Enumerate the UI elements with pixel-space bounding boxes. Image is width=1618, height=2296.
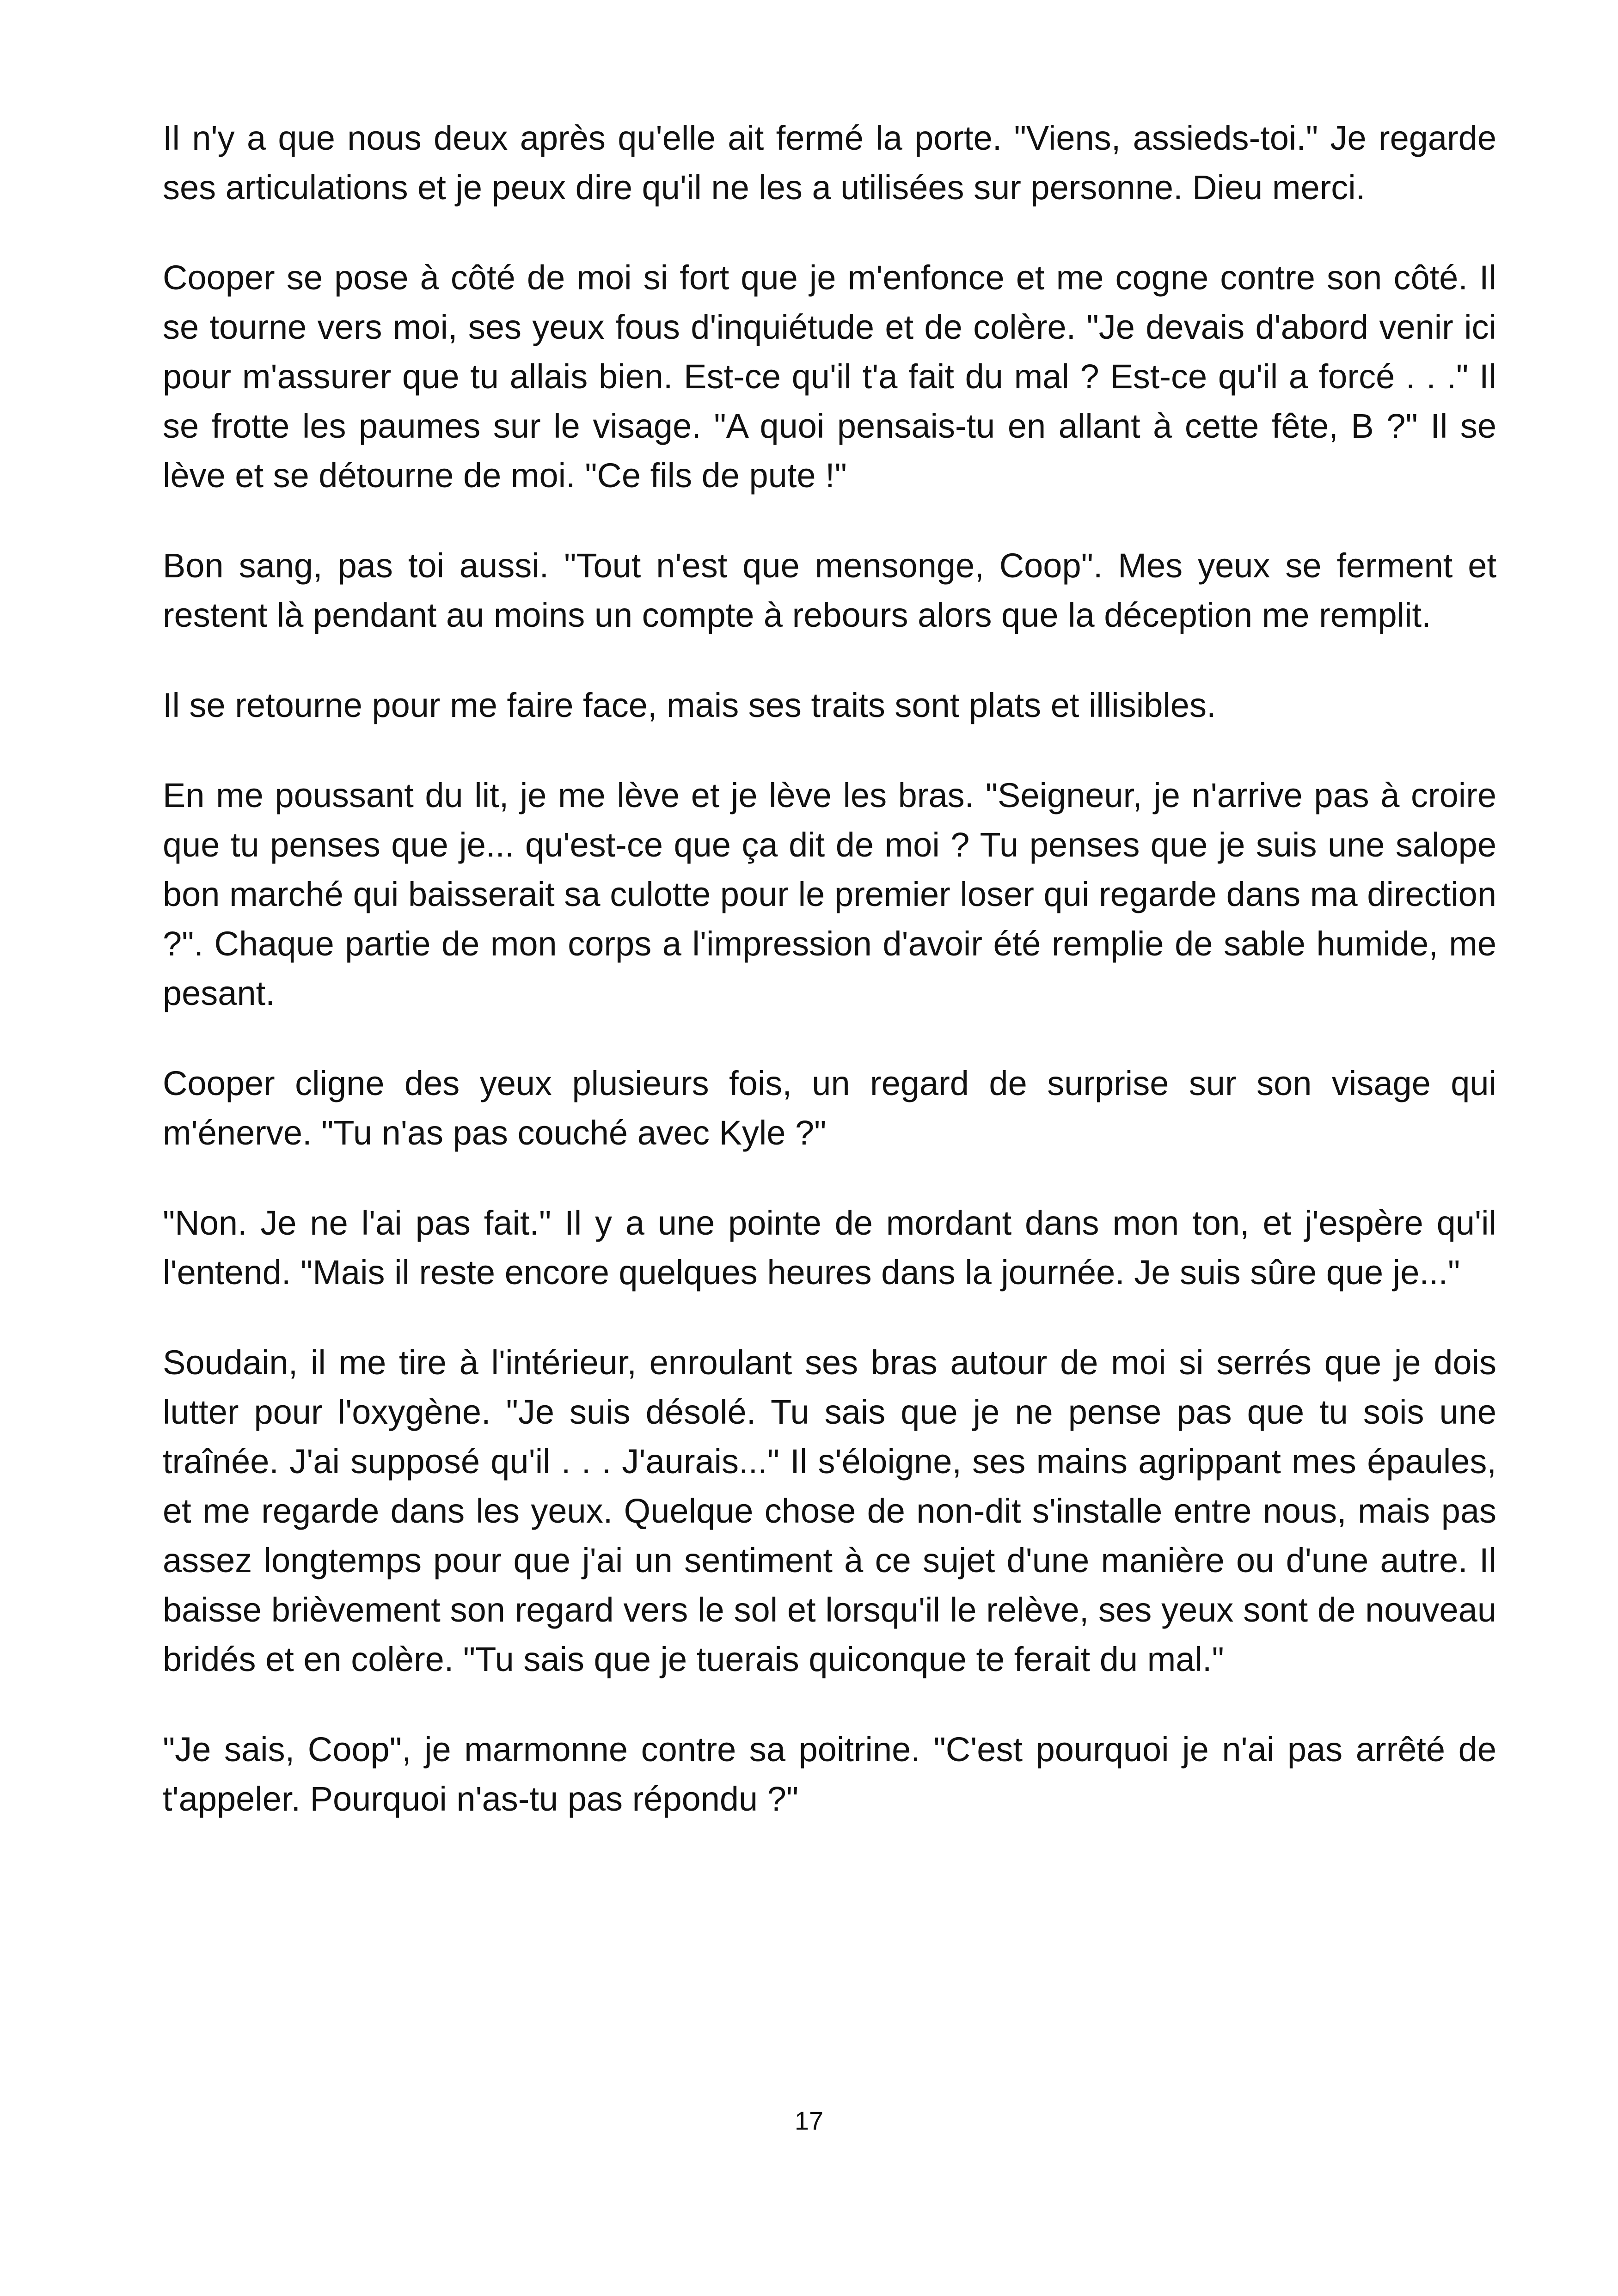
paragraph-7: "Non. Je ne l'ai pas fait." Il y a une pointe de mordant dans mon ton, et j'espère qu'il l'entend. "Mais il reste encore quelques heures dans la journée. Je suis sûre que je..." bbox=[163, 1204, 1496, 1292]
page-number: 17 bbox=[794, 2106, 824, 2135]
paragraph-3: Bon sang, pas toi aussi. "Tout n'est que mensonge, Coop". Mes yeux se ferment et restent là pendant au moins un compte à rebours alors que la déception me remplit. bbox=[163, 546, 1496, 634]
paragraph-2: Cooper se pose à côté de moi si fort que je m'enfonce et me cogne contre son côté. Il se tourne vers moi, ses yeux fous d'inquiétude et de colère. "Je devais d'abord venir ici pour m'assurer que tu allais bien. Est-ce qu'il t'a fait du mal ? Est-ce qu'il a forcé . . ." Il se frotte les paumes sur le visage. "A quoi pensais-tu en allant à cette fête, B ?" Il se lève et se détourne de moi. "Ce fils de pute !" bbox=[163, 258, 1496, 495]
paragraph-4: Il se retourne pour me faire face, mais ses traits sont plats et illisibles. bbox=[163, 686, 1216, 724]
paragraph-9: "Je sais, Coop", je marmonne contre sa poitrine. "C'est pourquoi je n'ai pas arrêté de t'appeler. Pourquoi n'as-tu pas répondu ?" bbox=[163, 1730, 1496, 1818]
body-text bbox=[163, 113, 1496, 1864]
paragraph-1: Il n'y a que nous deux après qu'elle ait fermé la porte. "Viens, assieds-toi." Je regarde ses articulations et je peux dire qu'il ne les a utilisées sur personne. Dieu merci. bbox=[163, 119, 1496, 207]
paragraph-6: Cooper cligne des yeux plusieurs fois, un regard de surprise sur son visage qui m'énerve. "Tu n'as pas couché avec Kyle ?" bbox=[163, 1064, 1496, 1152]
paragraph-5: En me poussant du lit, je me lève et je lève les bras. "Seigneur, je n'arrive pas à croire que tu penses que je... qu'est-ce que ça dit de moi ? Tu penses que je suis une salope bon marché qui baisserait sa culotte pour le premier loser qui regarde dans ma direction ?". Chaque partie de mon corps a l'impression d'avoir été remplie de sable humide, me pesant. bbox=[163, 776, 1496, 1012]
paragraph-8: Soudain, il me tire à l'intérieur, enroulant ses bras autour de moi si serrés que je dois lutter pour l'oxygène. "Je suis désolé. Tu sais que je ne pense pas que tu sois une traînée. J'ai supposé qu'il . . . J'aurais..." Il s'éloigne, ses mains agrippant mes épaules, et me regarde dans les yeux. Quelque chose de non-dit s'installe entre nous, mais pas assez longtemps pour que j'ai un sentiment à ce sujet d'une manière ou d'une autre. Il baisse brièvement son regard vers le sol et lorsqu'il le relève, ses yeux sont de nouveau bridés et en colère. "Tu sais que je tuerais quiconque te ferait du mal." bbox=[163, 1343, 1496, 1678]
